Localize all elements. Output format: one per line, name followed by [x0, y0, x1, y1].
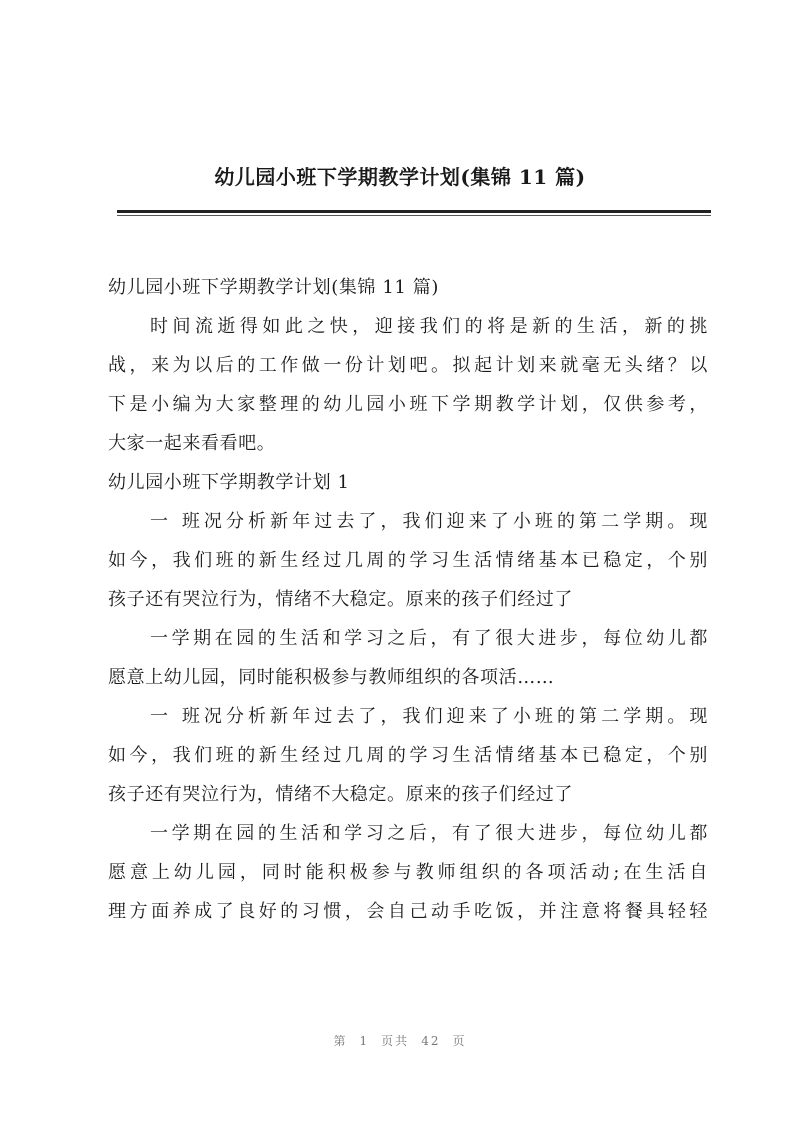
text-line: 孩子还有哭泣行为，情绪不大稳定。原来的孩子们经过了 — [108, 784, 573, 805]
footer-prefix: 第 — [333, 1034, 348, 1048]
text-line: 战，来为以后的工作做一份计划吧。拟起计划来就毫无头绪？以 — [108, 355, 708, 376]
text-line: 一 班况分析新年过去了，我们迎来了小班的第二学期。现 — [150, 511, 708, 532]
text-line: 愿意上幼儿园，同时能积极参与教师组织的各项活动;在生活自 — [108, 862, 708, 883]
page-footer — [0, 1032, 800, 1049]
footer-page-number: 1 — [359, 1034, 370, 1048]
title-underline — [117, 210, 711, 213]
title-underline-thin — [117, 215, 711, 216]
text-line: 幼儿园小班下学期教学计划 1 — [108, 472, 350, 493]
text-line: 愿意上幼儿园，同时能积极参与教师组织的各项活…… — [108, 667, 555, 688]
text-line: 理方面养成了良好的习惯，会自己动手吃饭，并注意将餐具轻轻 — [108, 901, 708, 922]
footer-suffix: 页 — [452, 1034, 467, 1048]
text-line: 如今，我们班的新生经过几周的学习生活情绪基本已稳定，个别 — [108, 550, 708, 571]
text-line: 孩子还有哭泣行为，情绪不大稳定。原来的孩子们经过了 — [108, 589, 573, 610]
document-body — [108, 268, 708, 931]
text-line: 一学期在园的生活和学习之后，有了很大进步，每位幼儿都 — [150, 823, 708, 844]
text-line: 幼儿园小班下学期教学计划(集锦 11 篇) — [108, 277, 439, 298]
text-line: 下是小编为大家整理的幼儿园小班下学期教学计划，仅供参考， — [108, 394, 708, 415]
text-line: 一 班况分析新年过去了，我们迎来了小班的第二学期。现 — [150, 706, 708, 727]
footer-middle: 页共 — [381, 1034, 410, 1048]
text-line: 一学期在园的生活和学习之后，有了很大进步，每位幼儿都 — [150, 628, 708, 649]
text-line: 时间流逝得如此之快，迎接我们的将是新的生活，新的挑 — [150, 316, 708, 337]
text-line: 如今，我们班的新生经过几周的学习生活情绪基本已稳定，个别 — [108, 745, 708, 766]
document-title: 幼儿园小班下学期教学计划(集锦 11 篇) — [214, 165, 586, 189]
footer-total-pages: 42 — [421, 1034, 441, 1048]
text-line: 大家一起来看看吧。 — [108, 433, 276, 454]
